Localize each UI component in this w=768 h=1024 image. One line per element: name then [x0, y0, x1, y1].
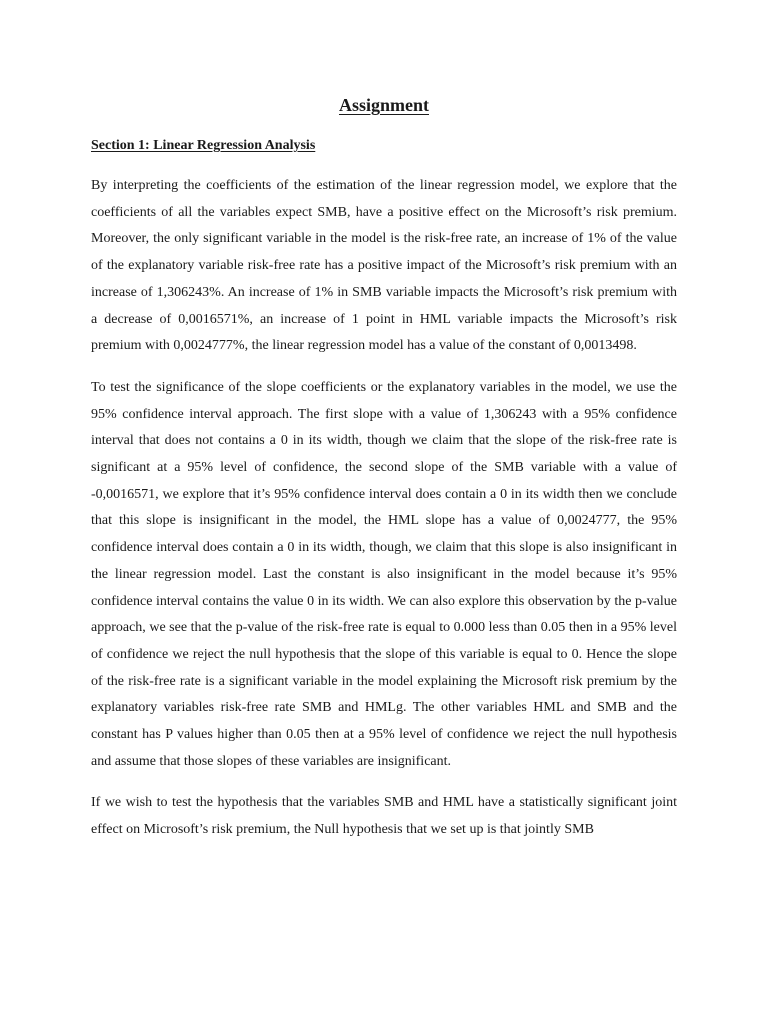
- paragraph-coefficients: By interpreting the coefficients of the estimation of the linear regression model, we explore that the coefficients of all the variables expect SMB, have a positive effect on the Microsoft’s risk premium. Moreover, the only significant variable in the model is the risk-free rate, an increase of 1% of the value of the explanatory variable risk-free rate has a positive impact of the Microsoft’s risk premium with an increase of 1,306243%. An increase of 1% in SMB variable impacts the Microsoft’s risk premium with a decrease of 0,0016571%, an increase of 1 point in HML variable impacts the Microsoft’s risk premium with 0,0024777%, the linear regression model has a value of the constant of 0,0013498.: [91, 178, 677, 354]
- document-page: [91, 0, 677, 844]
- paragraph-joint-hypothesis: If we wish to test the hypothesis that the variables SMB and HML have a statistically significant joint effect on Microsoft’s risk premium, the Null hypothesis that we set up is that jointly SMB: [91, 795, 677, 838]
- paragraph-significance: To test the significance of the slope coefficients or the explanatory variables in the model, we use the 95% confidence interval approach. The first slope with a value of 1,306243 with a 95% confidence interval that does not contains a 0 in its width, though we claim that the slope of the risk-free rate is significant at a 95% level of confidence, the second slope of the SMB variable with a value of -0,0016571, we explore that it’s 95% confidence interval does contain a 0 in its width then we conclude that this slope is insignificant in the model, the HML slope has a value of 0,0024777, the 95% confidence interval does contain a 0 in its width, though, we claim that this slope is also insignificant in the linear regression model. Last the constant is also insignificant in the model because it’s 95% confidence interval contains the value 0 in its width. We can also explore this observation by the p-value approach, we see that the p-value of the risk-free rate is equal to 0.000 less than 0.05 then in a 95% level of confidence we reject the null hypothesis that the slope of this variable is equal to 0. Hence the slope of the risk-free rate is a significant variable in the model explaining the Microsoft risk premium by the explanatory variables risk-free rate SMB and HMLg. The other variables HML and SMB and the constant has P values higher than 0.05 then at a 95% level of confidence we reject the null hypothesis and assume that those slopes of these variables are insignificant.: [91, 379, 677, 769]
- document-title: Assignment: [338, 95, 429, 115]
- section-heading: Section 1: Linear Regression Analysis: [91, 138, 316, 153]
